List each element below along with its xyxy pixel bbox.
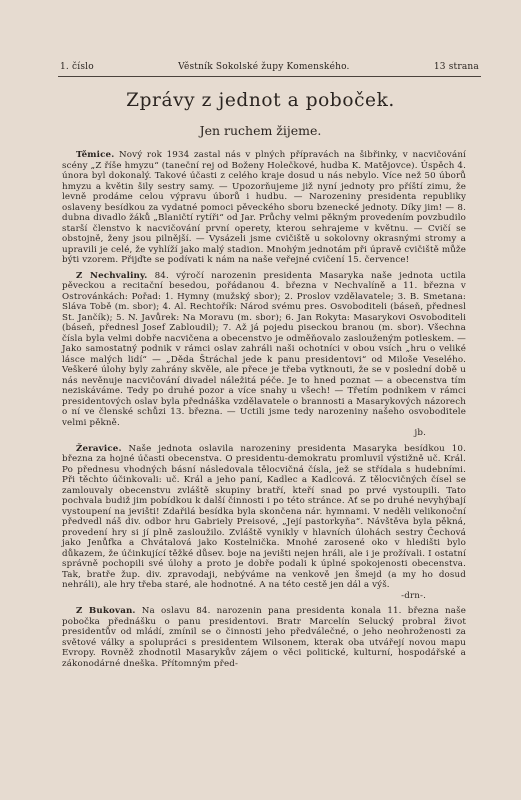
report-text: Nový rok 1934 zastal nás v plných přípravách na šibřinky, v nacvičování scény „Z říše hmyzu“ (taneční rej od Boženy Holečkové, hudba K. Matějovce). Úspěch 4. února byl dokonalý. Takové účasti z celého kraje dosud u nás nebylo. Více než 50 úborů hmyzu a květin šily sestry samy. — Upozorňujeme již nyní jednoty pro příští zimu, že levně prodáme celou výpravu úborů i hudbu. — Narozeniny presidenta republiky oslaveny besídkou za vydatné pomoci pěveckého sboru bzenecké jednoty. Díky jim! — 8. dubna divadlo žáků „Blaničtí rytíři“ od Jar. Průchy velmi pěkným provedením povzbudilo starší členstvo k nacvičování první operety, kterou sehrajeme v květnu. — Cvičí se obstojně, ženy jsou pilnější. — Vysázeli jsme cvičiště u sokolovny okrasnými stromy a upravili je celé, že vyhlíží jako malý stadion. Mnohým jednotám při úpravě cvičiště může býti vzorem. Přijďte se podívati k nám na naše veřejné cvičení 15. července! [62, 150, 466, 265]
report-place: Těmice. [76, 150, 115, 160]
journal-name: Věstník Sokolské župy Komenského. [178, 62, 350, 72]
report-signature: jb. [414, 428, 426, 438]
page-number: 13 strana [433, 62, 479, 72]
section-subtitle: Jen ruchem žijeme. [199, 123, 322, 138]
report-nechvalin [62, 271, 466, 439]
report-place: Z Nechvaliny. [76, 270, 148, 281]
report-zeravice [62, 444, 466, 602]
report-signature: -drn-. [401, 590, 426, 601]
header-rule [58, 76, 481, 77]
issue-number: 1. číslo [60, 62, 94, 72]
running-header [60, 62, 479, 73]
section-title: Zprávy z jednot a poboček. [126, 90, 395, 111]
report-text: Naše jednota oslavila narozeniny presidenta Masaryka besídkou 10. března za hojné účasti obecenstva. O presidentu-demokratu promluvil výstižně uč. Král. Po přednesu vhodných básní následovala tělocvičná čísla, jež se střídala s hudebními. Při těchto účinkovali: uč. Král a jeho paní, Kadlec a Kadlcová. Z tělocvičných čísel se zamlouvaly obecenstvu zvláště skupiny bratří, kteří snad po prvé vystoupili. Tato pochvala budiž jim pobídkou k další činnosti i po této stránce. Ať se po druhé nevyhýbají vystoupení na jevišti! Zdařilá besídka byla skončena nár. hymnami. V neděli velikonoční předvedl náš div. odbor hru Gabriely Preisové, „Její pastorkyňa“. Návštěva byla pěkná, provedení hry si jí plně zasloužilo. Zvláště vynikly v hlavních úlohách sestry Čechová jako Jenůfka a Chvátalová jako Kostelnička. Mnohé zarosené oko v hledišti bylo důkazem, že účinkující těžké důsev. boje na jevišti nejen hráli, ale i je prožívali. I ostatní správně pochopili své úlohy a proto je dobře podali k úplné spokojenosti obecenstva. Tak, bratře žup. div. zpravodaji, nebýváme na venkově jen šmejd (a my ho dosud nehráli), ale hry třeba staré, ale hodnotné. A na této cestě jen dál a výš. [62, 443, 466, 590]
report-text: Na oslavu 84. narozenin pana presidenta konala 11. března naše pobočka přednášku o panu presidentovi. Bratr Marcelín Selucký probral život presidentův od mládí, zmínil se o činnosti jeho předválečné, o jeho neohroženosti za světové války a spolupráci s presidentem Wilsonem, kterak oba utvářejí novou mapu Evropy. Rovněž zhodnotil Masarykův zájem o věci politické, kulturní, hospodářské a zákonodárné dneška. Přítomným před- [62, 606, 467, 669]
article-body [62, 150, 466, 674]
report-place: Z Bukovan. [76, 606, 136, 616]
report-text: 84. výročí narozenin presidenta Masaryka naše jednota uctila pěveckou a recitační besedou, pořádanou 4. března v Nechvalíně a 11. března v Ostrovánkách: Pořad: 1. Hymny (mužský sbor); 2. Proslov vzdělavatele; 3. B. Smetana: Sláva Tobě (m. sbor); 4. Al. Rechtořík: Národ svému pres. Osvoboditeli (báseň, přednesl St. Jančík); 5. N. Javůrek: Na Moravu (m. sbor); 6. Jan Rokyta: Masarykovi Osvoboditeli (báseň, přednesl Josef Zabloudil); 7. Až já pojedu piseckou branou (m. sbor). Všechna čísla byla velmi dobře nacvičena a obecenstvo je odměňovalo zaslouženým potleskem. — Jako samostatný podnik v rámci oslav zahráli naši ochotníci v obou vsích „hru o veliké lásce malých lidí“ — „Děda Štráchal jede k panu presidentovi“ od Miloše Veselého. Veškeré úlohy byly zahrány skvěle, ale přece je třeba vytknouti, že se v poslední době u nás nevěnuje nacvičování divadel náležitá péče. Je to hned poznat — a obecenstva tím neziskáváme. Tedy po druhé pozor a více snahy u všech! — Třetím podnikem v rámci presidentových oslav byla přednáška vzdělavatele o brannosti a Masarykových názorech o ní ve členské schůzi 13. března. — Uctili jsme tedy narozeniny našeho osvoboditele velmi pěkně. [62, 270, 466, 428]
report-bukovany [62, 606, 466, 669]
report-temice [62, 150, 466, 266]
report-place: Žeravice. [76, 443, 122, 454]
